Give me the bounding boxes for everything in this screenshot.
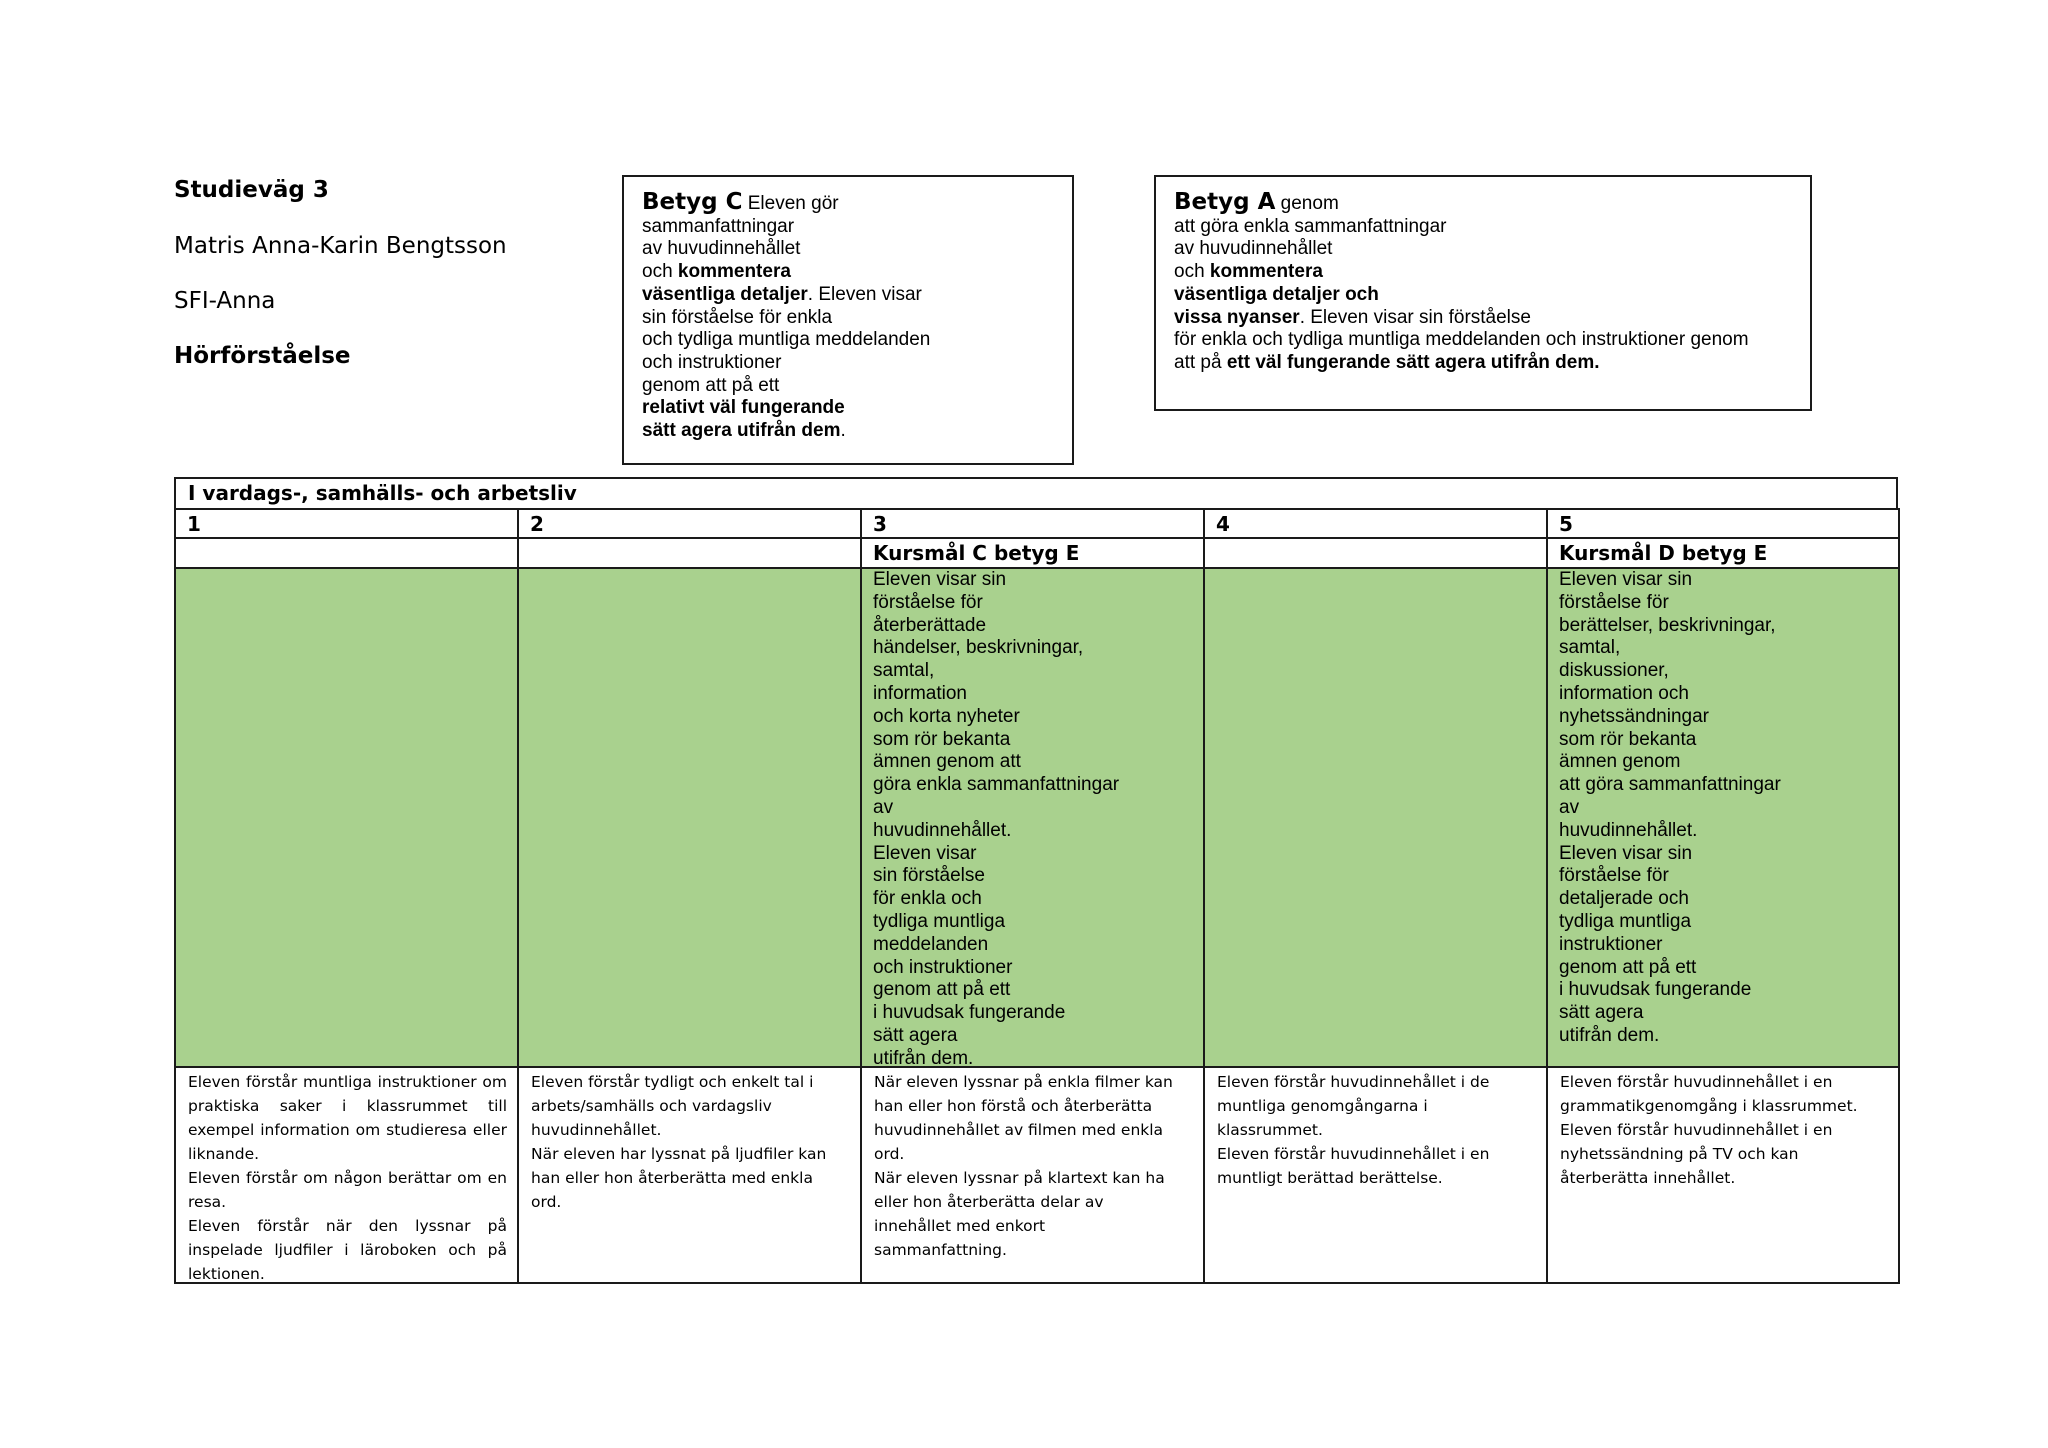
grade-c-line: och kommentera: [642, 261, 791, 283]
criteria-text: Eleven visar sin förståelse för återberättade händelser, beskrivningar, samtal, information och korta nyheter som rör bekanta ämnen genom att göra enkla sammanfattningar av huvudinnehållet. Eleven visar sin förståelse för enkla och tydliga muntliga meddelanden och instruktioner genom att på ett i huvudsak fungerande sätt agera utifrån dem.: [873, 569, 1120, 1069]
grade-c-line: av huvudinnehållet: [642, 238, 801, 260]
grade-a-line: att på ett väl fungerande sätt agera utifrån dem.: [1174, 351, 1600, 373]
grade-a-line: och kommentera: [1174, 261, 1323, 283]
level-header-3: 3: [860, 508, 1205, 539]
grade-a-box: [1154, 175, 1812, 411]
criteria-text: Eleven visar sin förståelse för berättelser, beskrivningar, samtal, diskussioner, information och nyhetssändningar som rör bekanta ämnen genom att göra sammanfattningar av huvudinnehållet. Eleven visar sin förståelse för detaljerade och tydliga muntliga instruktioner genom att på ett i huvudsak fungerande sätt agera utifrån dem.: [1559, 569, 1781, 1046]
example-cell: [517, 1066, 862, 1284]
example-cell: [860, 1066, 1205, 1284]
criteria-cell: [1203, 567, 1548, 1068]
skill-heading: Hörförståelse: [174, 343, 351, 369]
level-header-1: 1: [174, 508, 519, 539]
example-paragraph: När eleven lyssnar på klartext kan ha eller hon återberätta delar av innehållet med enkort sammanfattning.: [874, 1169, 1165, 1259]
grade-a-title: Betyg A: [1174, 189, 1276, 215]
grade-c-line: väsentliga detaljer. Eleven visar: [642, 283, 922, 305]
grade-c-title: Betyg C: [642, 189, 743, 215]
grade-a-line: att göra enkla sammanfattningar: [1174, 215, 1447, 237]
study-path-heading: Studieväg 3: [174, 177, 329, 203]
example-paragraph: Eleven förstår huvudinnehållet i en muntligt berättad berättelse.: [1217, 1145, 1490, 1187]
program-name: SFI-Anna: [174, 288, 276, 314]
course-goal-cell: [174, 537, 519, 569]
grade-c-box: [622, 175, 1074, 465]
example-cell: [174, 1066, 519, 1284]
example-paragraph: Eleven förstår huvudinnehållet i de muntliga genomgångarna i klassrummet.: [1217, 1073, 1490, 1139]
grade-a-line: genom: [1280, 193, 1339, 214]
grade-c-line: relativt väl fungerande: [642, 397, 845, 419]
example-paragraph: När eleven lyssnar på enkla filmer kan han eller hon förstå och återberätta huvudinnehållet av filmen med enkla ord.: [874, 1073, 1173, 1163]
level-header-4: 4: [1203, 508, 1548, 539]
example-paragraph: Eleven förstår huvudinnehållet i en grammatikgenomgång i klassrummet.: [1560, 1073, 1858, 1115]
criteria-cell: [1546, 567, 1900, 1068]
course-goal-cell: Kursmål C betyg E: [860, 537, 1205, 569]
matrix-author: Matris Anna-Karin Bengtsson: [174, 233, 507, 259]
example-cell: [1546, 1066, 1900, 1284]
example-paragraph: Eleven förstår huvudinnehållet i en nyhetssändning på TV och kan återberätta innehållet.: [1560, 1121, 1833, 1187]
grade-a-line: av huvudinnehållet: [1174, 238, 1333, 260]
level-header-2: 2: [517, 508, 862, 539]
criteria-cell: [517, 567, 862, 1068]
example-paragraph: Eleven förstår om någon berättar om en resa.: [188, 1169, 507, 1211]
grade-c-line: och tydliga muntliga meddelanden: [642, 329, 931, 351]
grade-c-line: Eleven gör: [747, 193, 839, 214]
grade-a-line: för enkla och tydliga muntliga meddelanden och instruktioner genom: [1174, 329, 1749, 351]
example-paragraph: När eleven har lyssnat på ljudfiler kan han eller hon återberätta med enkla ord.: [531, 1145, 827, 1211]
grade-c-line: och instruktioner: [642, 351, 782, 373]
grade-a-line: väsentliga detaljer och: [1174, 283, 1379, 305]
grade-c-line: sammanfattningar: [642, 215, 795, 237]
grade-c-line: sätt agera utifrån dem.: [642, 420, 846, 442]
example-paragraph: Eleven förstår muntliga instruktioner om praktiska saker i klassrummet till exempel information om studieresa eller liknande.: [188, 1073, 507, 1163]
example-paragraph: Eleven förstår när den lyssnar på inspelade ljudfiler i läroboken och på lektionen.: [188, 1217, 507, 1283]
course-goal-cell: [517, 537, 862, 569]
criteria-cell: [174, 567, 519, 1068]
grade-a-line: vissa nyanser. Eleven visar sin förståelse: [1174, 306, 1531, 328]
course-goal-cell: [1203, 537, 1548, 569]
example-paragraph: Eleven förstår tydligt och enkelt tal i arbets/samhälls och vardagsliv huvudinnehållet.: [531, 1073, 814, 1139]
course-goal-cell: Kursmål D betyg E: [1546, 537, 1900, 569]
grade-c-line: genom att på ett: [642, 374, 780, 396]
level-header-5: 5: [1546, 508, 1900, 539]
example-cell: [1203, 1066, 1548, 1284]
grade-c-line: sin förståelse för enkla: [642, 306, 833, 328]
matrix-section-title: I vardags-, samhälls- och arbetsliv: [174, 477, 1898, 510]
criteria-cell: [860, 567, 1205, 1068]
